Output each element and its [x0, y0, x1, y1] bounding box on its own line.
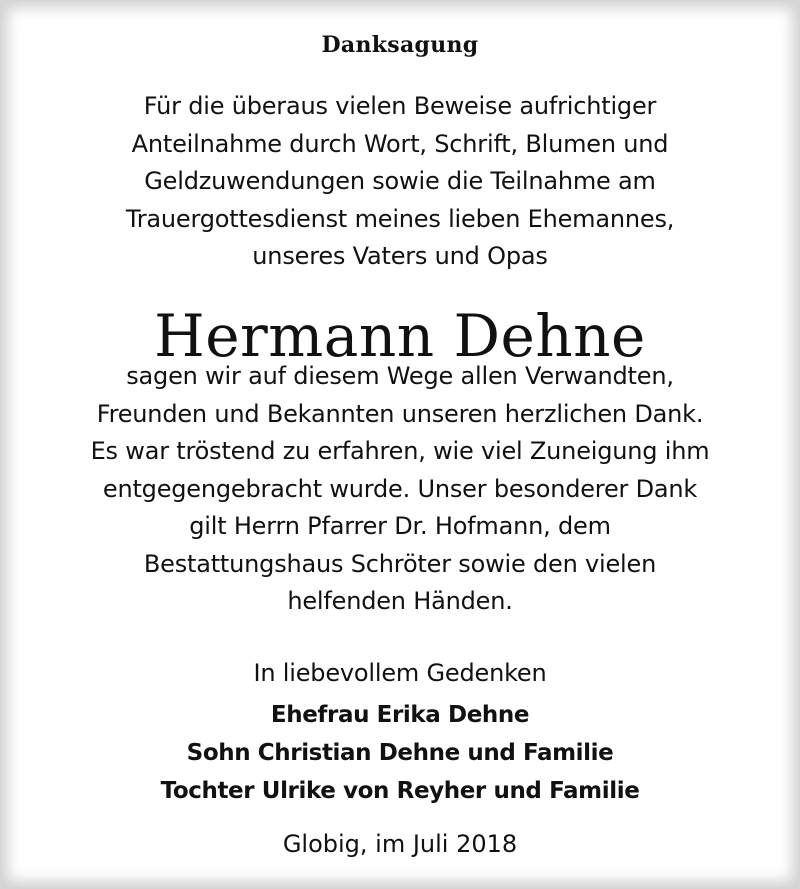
intro-text [0, 88, 800, 276]
intro-line: Für die überaus vielen Beweise aufrichtiger [143, 92, 657, 120]
thanks-line: helfenden Händen. [287, 587, 513, 615]
memory-text: In liebevollem Gedenken [253, 659, 547, 687]
intro-line: Geldzuwendungen sowie die Teilnahme am [144, 167, 656, 195]
thanks-line: Es war tröstend zu erfahren, wie viel Zuneigung ihm [90, 437, 710, 465]
thanks-line: Bestattungshaus Schröter sowie den vielen [143, 549, 657, 578]
thanks-line: Freunden und Bekannten unseren herzlichen Dank. [96, 399, 704, 428]
thanks-line: entgegengebracht wurde. Unser besonderer Dank [102, 474, 698, 503]
signers-list [0, 696, 800, 810]
intro-line: unseres Vaters und Opas [252, 242, 548, 270]
memory-line [0, 655, 800, 693]
place-date: Globig, im Juli 2018 [282, 830, 518, 858]
deceased-name: Hermann Dehne [154, 302, 646, 370]
signer-name: Tochter Ulrike von Reyher und Familie [160, 778, 640, 804]
thanks-text [0, 358, 800, 621]
intro-line: Anteilnahme durch Wort, Schrift, Blumen und [131, 129, 669, 158]
thanks-line: gilt Herrn Pfarrer Dr. Hofmann, dem [189, 512, 611, 540]
signer-name: Ehefrau Erika Dehne [270, 702, 530, 728]
signer-name: Sohn Christian Dehne und Familie [186, 740, 614, 766]
thanks-line: sagen wir auf diesem Wege allen Verwandten, [126, 362, 674, 390]
notice-heading: Danksagung [321, 32, 479, 58]
intro-line: Trauergottesdienst meines lieben Ehemannes, [125, 204, 675, 233]
